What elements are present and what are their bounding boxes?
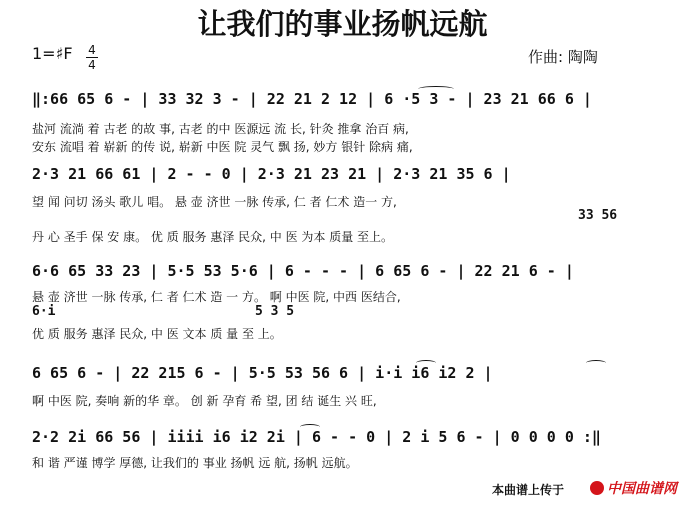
site-logo[interactable] xyxy=(590,478,677,498)
lyric-line-2: 优 质 服务 惠泽 民众, 中 医 文本 质 量 至 上。 xyxy=(32,327,282,341)
upload-notice: 本曲谱上传于 xyxy=(492,483,565,497)
notation-line: 6·6 65 33 23 | 5·5 53 5·6 | 6 - - - | 6 65 6 - | 22 21 6 - | xyxy=(32,262,574,280)
notation-line: 2·2 2i 66 56 | iiii i6 i2 2i | 6 - - 0 | 2 i 5 6 - | 0 0 0 0 :‖ xyxy=(32,428,601,446)
site-logo-text: 中国曲谱网 xyxy=(607,481,677,497)
logo-icon xyxy=(590,481,604,495)
slur-mark xyxy=(300,424,320,430)
meter-bottom: 4 xyxy=(88,58,96,72)
meter-top: 4 xyxy=(88,43,96,57)
slur-mark xyxy=(586,360,606,366)
alternate-notes: 33 56 xyxy=(578,208,618,223)
notation-line: 6 65 6 - | 22 215 6 - | 5·5 53 56 6 | i·i i6 i2 2 | xyxy=(32,364,493,382)
composer-credit: 作曲: 陶陶 xyxy=(528,48,598,66)
lyric-line-1: 望 闻 问切 汤头 歌儿 唱。 悬 壶 济世 一脉 传承, 仁 者 仁术 造一 方, xyxy=(32,195,397,209)
lyric-line-1: 啊 中医 院, 奏响 新的华 章。 创 新 孕育 希 望, 团 结 诞生 兴 旺, xyxy=(32,394,377,408)
alternate-notes-left: 6·i xyxy=(32,304,56,319)
lyric-line-1: 盐河 流淌 着 古老 的故 事, 古老 的中 医源远 流 长, 针灸 推拿 治百 病, xyxy=(32,122,409,136)
lyric-line-2: 安东 流唱 着 崭新 的传 说, 崭新 中医 院 灵气 飘 扬, 妙方 银针 除病 痛, xyxy=(32,140,413,154)
notation-line: ‖:66 65 6 - | 33 32 3 - | 22 21 2 12 | 6 ·5 3 - | 23 21 66 6 | xyxy=(32,90,592,108)
slur-mark xyxy=(418,86,454,92)
lyric-line-1: 悬 壶 济世 一脉 传承, 仁 者 仁术 造 一 方。 啊 中医 院, 中西 医结合, xyxy=(32,290,401,304)
key-signature: 1=♯F xyxy=(32,44,73,63)
slur-mark xyxy=(416,360,436,366)
time-signature xyxy=(86,44,98,71)
lyric-line-1: 和 谐 严谨 博学 厚德, 让我们的 事业 扬帆 远 航, 扬帆 远航。 xyxy=(32,456,358,470)
page-title: 让我们的事业扬帆远航 xyxy=(197,7,488,41)
alternate-notes-right: 5 3 5 xyxy=(255,304,295,319)
notation-line: 2·3 21 66 61 | 2 - - 0 | 2·3 21 23 21 | 2·3 21 35 6 | xyxy=(32,165,511,183)
lyric-line-2: 丹 心 圣手 保 安 康。 优 质 服务 惠泽 民众, 中 医 为本 质量 至上。 xyxy=(32,230,394,244)
